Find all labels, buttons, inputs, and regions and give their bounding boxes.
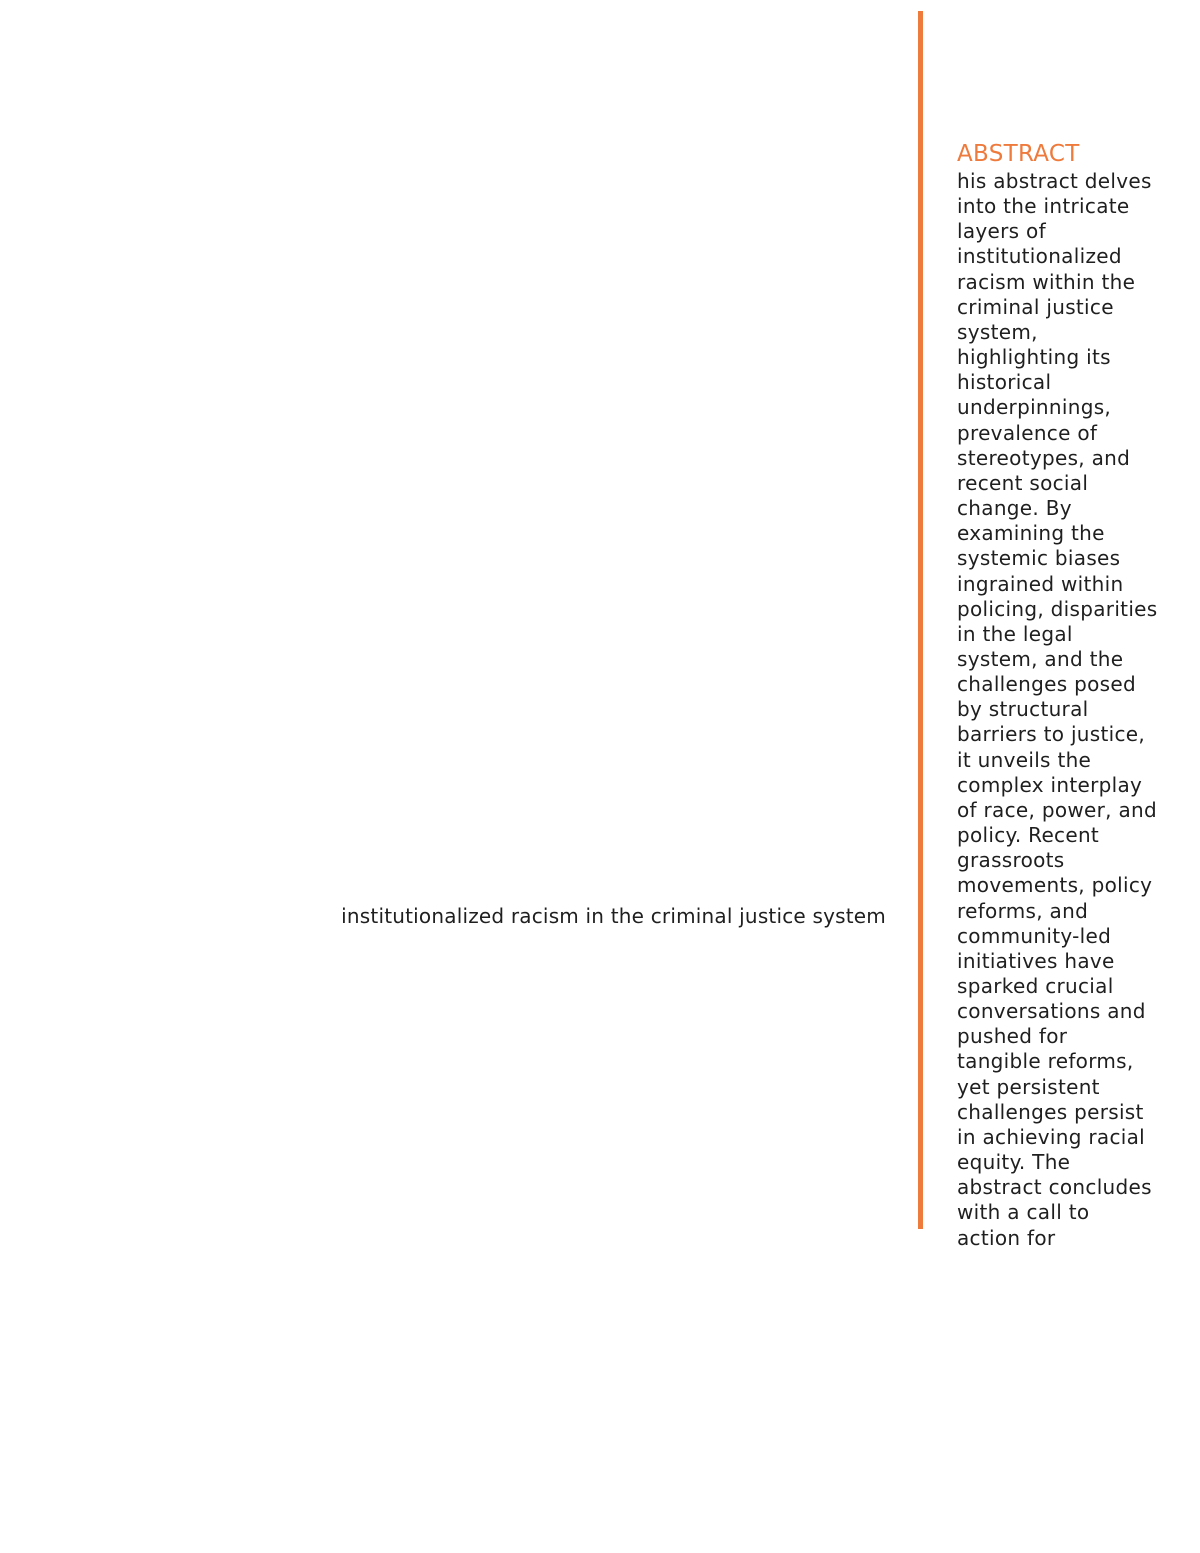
abstract-line: action for <box>957 1225 1056 1250</box>
abstract-line: complex interplay <box>957 772 1143 797</box>
abstract-line: system, <box>957 319 1038 344</box>
abstract-line: stereotypes, and <box>957 445 1131 470</box>
abstract-section <box>957 139 1189 1251</box>
abstract-line: systemic biases <box>957 546 1121 571</box>
document-title: institutionalized racism in the criminal justice system <box>341 904 886 928</box>
abstract-line: challenges posed <box>957 672 1136 697</box>
abstract-line: institutionalized <box>957 244 1122 269</box>
abstract-line: historical <box>957 370 1052 395</box>
abstract-line: initiatives have <box>957 948 1115 973</box>
abstract-line: challenges persist <box>957 1099 1144 1124</box>
abstract-line: policing, disparities <box>957 596 1158 621</box>
abstract-line: recent social <box>957 470 1089 495</box>
abstract-line: underpinnings, <box>957 395 1112 420</box>
abstract-line: abstract concludes <box>957 1175 1152 1200</box>
abstract-line: sparked crucial <box>957 974 1114 998</box>
abstract-line: ingrained within <box>957 571 1124 596</box>
abstract-line: it unveils the <box>957 747 1092 772</box>
abstract-line: community-led <box>957 923 1112 948</box>
abstract-line: conversations and <box>957 999 1146 1024</box>
abstract-line: into the intricate <box>957 194 1130 219</box>
abstract-line: in achieving racial <box>957 1124 1146 1149</box>
abstract-line: barriers to justice, <box>957 722 1146 747</box>
abstract-line: examining the <box>957 521 1105 546</box>
abstract-line: his abstract delves <box>957 169 1152 193</box>
abstract-line: criminal justice <box>957 294 1114 319</box>
abstract-body <box>957 169 1189 1251</box>
abstract-line: yet persistent <box>957 1074 1100 1099</box>
abstract-line: reforms, and <box>957 898 1089 923</box>
accent-divider <box>918 11 923 1229</box>
abstract-line: by structural <box>957 697 1089 722</box>
abstract-line: movements, policy <box>957 873 1153 898</box>
abstract-line: racism within the <box>957 269 1136 294</box>
abstract-line: with a call to <box>957 1200 1090 1225</box>
abstract-line: of race, power, and <box>957 797 1157 822</box>
abstract-line: system, and the <box>957 646 1124 671</box>
abstract-line: in the legal <box>957 621 1073 646</box>
abstract-line: equity. The <box>957 1150 1071 1175</box>
abstract-line: grassroots <box>957 848 1065 873</box>
abstract-line: layers of <box>957 219 1046 244</box>
abstract-line: tangible reforms, <box>957 1049 1134 1074</box>
abstract-line: change. By <box>957 496 1072 521</box>
abstract-line: prevalence of <box>957 420 1098 445</box>
abstract-line: highlighting its <box>957 345 1111 370</box>
abstract-heading: ABSTRACT <box>957 141 1080 167</box>
abstract-line: policy. Recent <box>957 823 1100 848</box>
abstract-line: pushed for <box>957 1024 1068 1049</box>
